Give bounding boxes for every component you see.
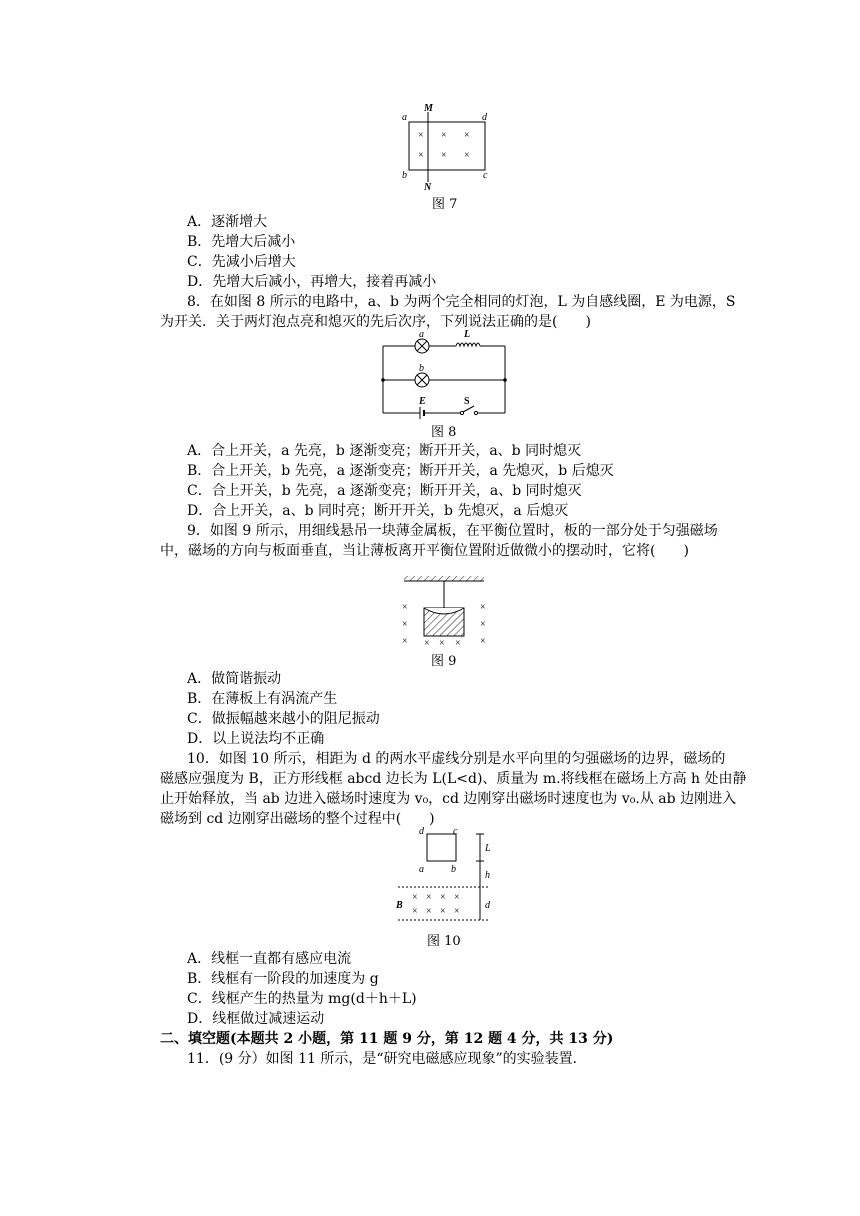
q10-stem-line1: 10．如图 10 所示，相距为 d 的两水平虚线分别是水平向里的匀强磁场的边界，磁场的	[187, 751, 726, 767]
fig7-label-a: a	[402, 112, 407, 123]
fig9-field-mark: ×	[439, 638, 445, 649]
fig9-field-mark: ×	[455, 638, 461, 649]
fig10-label-b: b	[451, 864, 456, 875]
q7-option-b: B．先增大后减小	[187, 234, 296, 250]
fig10-field-mark: ×	[440, 892, 446, 903]
fig7-label-b: b	[402, 170, 407, 181]
fig10-caption: 图 10	[427, 934, 461, 949]
fig10-label-L: L	[485, 843, 491, 854]
fig10-field-mark: ×	[426, 906, 432, 917]
q8-option-a: A．合上开关，a 先亮，b 逐渐变亮；断开开关，a、b 同时熄灭	[187, 443, 582, 459]
q9-option-b: B．在薄板上有涡流产生	[187, 691, 338, 707]
fig7-field-mark: ×	[418, 130, 424, 141]
q7-option-a: A．逐渐增大	[187, 214, 268, 230]
fig8-caption: 图 8	[431, 425, 457, 440]
fig7-label-c: c	[483, 170, 488, 181]
fig8-label-b: b	[419, 363, 424, 374]
q8-option-d: D．合上开关，a、b 同时亮；断开开关，b 先熄灭，a 后熄灭	[187, 503, 569, 519]
fig9-field-mark: ×	[480, 602, 486, 613]
inductor-coil	[456, 343, 480, 346]
fig7-caption: 图 7	[432, 197, 458, 212]
q10-stem-line4: 磁场到 cd 边刚穿出磁场的整个过程中( )	[160, 811, 435, 827]
fig10-label-c: c	[453, 826, 458, 837]
fig10-label-a: a	[419, 864, 424, 875]
fig10-field-mark: ×	[440, 906, 446, 917]
fig10-label-h: h	[485, 870, 490, 881]
fig9-caption: 图 9	[431, 654, 457, 669]
section-2-heading: 二、填空题(本题共 2 小题，第 11 题 9 分，第 12 题 4 分，共 13 分)	[160, 1031, 614, 1047]
figure-7	[395, 98, 495, 196]
q8-option-b: B．合上开关，b 先亮，a 逐渐变亮；断开开关，a 先熄灭，b 后熄灭	[187, 463, 614, 479]
q10-option-a: A．线框一直都有感应电流	[187, 951, 352, 967]
fig10-field-mark: ×	[426, 892, 432, 903]
fig8-label-S: S	[464, 396, 470, 407]
q7-option-d: D．先增大后减小，再增大，接着再减小	[187, 274, 437, 290]
fig10-field-mark: ×	[412, 906, 418, 917]
fig10-field-mark: ×	[454, 906, 460, 917]
q10-stem-line3: 止开始释放，当 ab 边进入磁场时速度为 v₀，cd 边刚穿出磁场时速度也为 v₀.从 ab 边刚进入	[160, 791, 737, 807]
fig7-field-mark: ×	[418, 150, 424, 161]
fig8-label-a: a	[419, 329, 424, 340]
q10-option-b: B．线框有一阶段的加速度为 g	[187, 971, 379, 987]
square-loop	[427, 834, 456, 861]
q9-stem-line2: 中，磁场的方向与板面垂直，当让薄板离开平衡位置附近做微小的摆动时，它将( )	[160, 543, 689, 559]
fig10-field-mark: ×	[454, 892, 460, 903]
fig10-label-d: d	[419, 826, 424, 837]
q8-stem-line1: 8．在如图 8 所示的电路中，a、b 为两个完全相同的灯泡，L 为自感线圈，E 为电源，S	[187, 294, 736, 310]
q7-option-c: C．先减小后增大	[187, 254, 296, 270]
fig10-label-distance-d: d	[485, 900, 490, 911]
q9-stem-line1: 9．如图 9 所示，用细线悬吊一块薄金属板，在平衡位置时，板的一部分处于匀强磁场	[187, 523, 718, 539]
fig10-field-mark: ×	[412, 892, 418, 903]
fig7-label-d: d	[482, 112, 487, 123]
fig7-label-M: M	[424, 103, 433, 114]
fig7-field-mark: ×	[441, 130, 447, 141]
fig8-label-E: E	[419, 396, 426, 407]
ceiling-support	[404, 576, 484, 581]
fig9-field-mark: ×	[480, 636, 486, 647]
fig9-field-mark: ×	[402, 619, 408, 630]
q10-option-d: D．线框做过减速运动	[187, 1011, 325, 1027]
fig7-field-mark: ×	[464, 130, 470, 141]
fig7-label-N: N	[424, 182, 432, 193]
figure-10-falling-loop	[390, 824, 510, 932]
fig10-label-B: B	[396, 900, 403, 911]
fig9-field-mark: ×	[424, 638, 430, 649]
fig8-label-L: L	[464, 329, 471, 340]
figure-9-pendulum-plate	[392, 570, 502, 652]
figure-8-circuit	[378, 328, 514, 420]
fig9-field-mark: ×	[402, 602, 408, 613]
q10-stem-line2: 磁感应强度为 B，正方形线框 abcd 边长为 L(L<d)、质量为 m.将线框在磁场上方高 h 处由静	[160, 771, 747, 787]
fig7-field-mark: ×	[441, 150, 447, 161]
q11-stem: 11．(9 分）如图 11 所示，是“研究电磁感应现象”的实验装置．	[187, 1051, 587, 1067]
fig9-field-mark: ×	[402, 636, 408, 647]
q8-stem-line2: 为开关．关于两灯泡点亮和熄灭的先后次序，下列说法正确的是( )	[160, 314, 591, 330]
q8-option-c: C．合上开关，b 先亮，a 逐渐变亮；断开开关，a、b 同时熄灭	[187, 483, 582, 499]
q9-option-c: C．做振幅越来越小的阻尼振动	[187, 711, 380, 727]
q10-option-c: C．线框产生的热量为 mg(d＋h＋L)	[187, 991, 417, 1007]
q9-option-a: A．做简谐振动	[187, 671, 282, 687]
fig9-field-mark: ×	[480, 619, 486, 630]
q9-option-d: D．以上说法均不正确	[187, 731, 325, 747]
fig7-field-mark: ×	[464, 150, 470, 161]
